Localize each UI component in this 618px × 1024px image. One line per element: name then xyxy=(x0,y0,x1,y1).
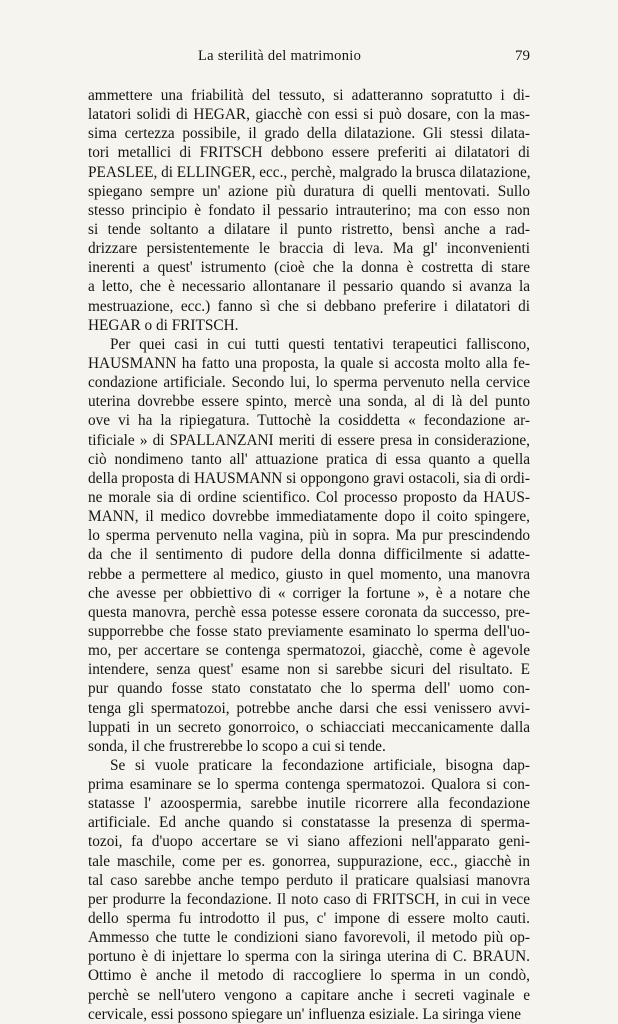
page-header xyxy=(88,48,530,68)
text-line: ammettere una friabilità del tessuto, si adatteranno sopratutto i di- xyxy=(88,87,530,104)
paragraph-p2 xyxy=(88,335,530,756)
text-line: luppati in un secreto gonorroico, o schiacciati meccanicamente dalla xyxy=(88,718,530,736)
text-line: spiegano sempre un' azione più duratura di quelli mentovati. Sullo xyxy=(88,182,530,200)
text-line: sonda, il che frustrerebbe lo scopo a cui si tende. xyxy=(88,737,386,755)
text-line: intendere, senza quest' esame non si sarebbe sicuri del risultato. E xyxy=(88,661,530,679)
text-line: mo, per accertare se contenga spermatozoi, giacchè, come è agevole xyxy=(88,642,530,660)
text-line: ciò nondimeno tanto all' attuazione pratica di essa quanto a quella xyxy=(88,450,530,468)
text-line: si tende soltanto a dilatare il punto ristretto, bensì anche a rad- xyxy=(88,220,530,238)
text-line: che avesse per obbiettivo di « corriger la fortune », è a notare che xyxy=(88,584,530,602)
paragraph-p1 xyxy=(88,86,530,335)
text-line: tozoi, fa d'uopo accertare se vi siano affezioni nell'apparato geni- xyxy=(88,833,530,851)
text-line: tori metallici di FRITSCH debbono essere preferiti ai dilatatori di xyxy=(88,144,530,162)
page-number: 79 xyxy=(515,48,530,64)
text-line: Ottimo è anche il metodo di raccogliere lo sperma in un condò, xyxy=(88,967,530,985)
text-line: pur quando fosse stato constatato che lo sperma dell' uomo con- xyxy=(88,680,530,698)
text-line: lo sperma pervenuto nella vagina, più in sopra. Ma pur prescindendo xyxy=(88,527,530,545)
text-line: uterina dovrebbe essere spinto, mercè una sonda, al di là del punto xyxy=(88,393,530,411)
text-line: stesso principio è fondato il pessario intrauterino; ma con esso non xyxy=(88,201,530,219)
text-line: PEASLEE, di ELLINGER, ecc., perchè, malgrado la brusca dilatazione, xyxy=(88,163,531,181)
text-line: HEGAR o di FRITSCH. xyxy=(88,316,239,334)
text-line: tal caso sarebbe anche tempo perduto il praticare qualsiasi manovra xyxy=(88,871,530,889)
text-line: questa manovra, perchè essa potesse essere coronata da successo, pre- xyxy=(88,603,530,621)
text-line: cervicale, essi possono spiegare un' influenza esiziale. La siringa viene xyxy=(88,1005,522,1023)
text-line: dello sperma fu introdotto il pus, c' impone di essere molto cauti. xyxy=(88,910,530,928)
text-line: tificiale » di SPALLANZANI meriti di essere presa in considerazione, xyxy=(88,431,530,449)
text-line: perchè se nell'utero vengono a capitare anche i secreti vaginale e xyxy=(88,986,530,1004)
text-line: ne morale sia di ordine scientifico. Col processo proposto da HAUS- xyxy=(88,488,530,506)
text-line: ove vi ha la ripiegatura. Tuttochè la cosiddetta « fecondazione ar- xyxy=(88,412,530,430)
text-line: prima esaminare se lo sperma contenga spermatozoi. Qualora si con- xyxy=(88,776,530,794)
text-line: sima certezza possibile, il grado della dilatazione. Gli stessi dilata- xyxy=(88,125,530,143)
text-line: a letto, che è necessario allontanare il pessario quando si avanza la xyxy=(88,278,530,296)
text-line: tenga gli spermatozoi, potrebbe anche darsi che essi venissero avvi- xyxy=(88,699,530,717)
text-line: tale maschile, come per es. gonorrea, suppurazione, ecc., giacchè in xyxy=(88,852,530,870)
text-line: condazione artificiale. Secondo lui, lo sperma pervenuto nella cervice xyxy=(88,374,530,392)
text-line: per produrre la fecondazione. Il noto caso di FRITSCH, in cui in vece xyxy=(88,890,530,908)
text-line: Ammesso che tutte le condizioni siano favorevoli, il metodo più op- xyxy=(88,929,530,947)
text-line: drizzare persistentemente le braccia di leva. Ma gl' inconvenienti xyxy=(88,240,530,258)
text-line: HAUSMANN ha fatto una proposta, la quale si accosta molto alla fe- xyxy=(88,354,530,372)
text-line: latatori solidi di HEGAR, giacchè con essi si può dosare, con la mas- xyxy=(88,106,530,124)
text-line: rebbe a permettere al medico, giusto in quel momento, una manovra xyxy=(88,565,530,583)
running-title: La sterilità del matrimonio xyxy=(198,48,362,64)
text-line: della proposta di HAUSMANN si oppongono gravi ostacoli, sia di ordi- xyxy=(88,469,530,487)
page-body xyxy=(88,86,530,1024)
text-line: Se si vuole praticare la fecondazione artificiale, bisogna dap- xyxy=(110,756,530,774)
text-line: artificiale. Ed anche quando si constatasse la presenza di sperma- xyxy=(88,814,530,832)
text-line: inerenti a quest' istrumento (cioè che la donna è costretta di stare xyxy=(88,259,530,277)
text-line: mestruazione, ecc.) fanno sì che si debbano preferire i dilatatori di xyxy=(88,297,530,315)
text-line: statasse l' azoospermia, sarebbe inutile ricorrere alla fecondazione xyxy=(88,795,530,813)
text-line: da che il sentimento di pudore della donna difficilmente si adatte- xyxy=(88,546,530,564)
text-line: Per quei casi in cui tutti questi tentativi terapeutici falliscono, xyxy=(110,335,530,353)
text-line: portuno è di injettare lo sperma con la siringa uterina di C. BRAUN. xyxy=(88,948,530,966)
text-line: MANN, il medico dovrebbe immediatamente dopo il coito spingere, xyxy=(88,508,530,526)
text-line: supporrebbe che fosse stato previamente esaminato lo sperma dell'uo- xyxy=(88,622,530,640)
paragraph-p3 xyxy=(88,756,530,1024)
